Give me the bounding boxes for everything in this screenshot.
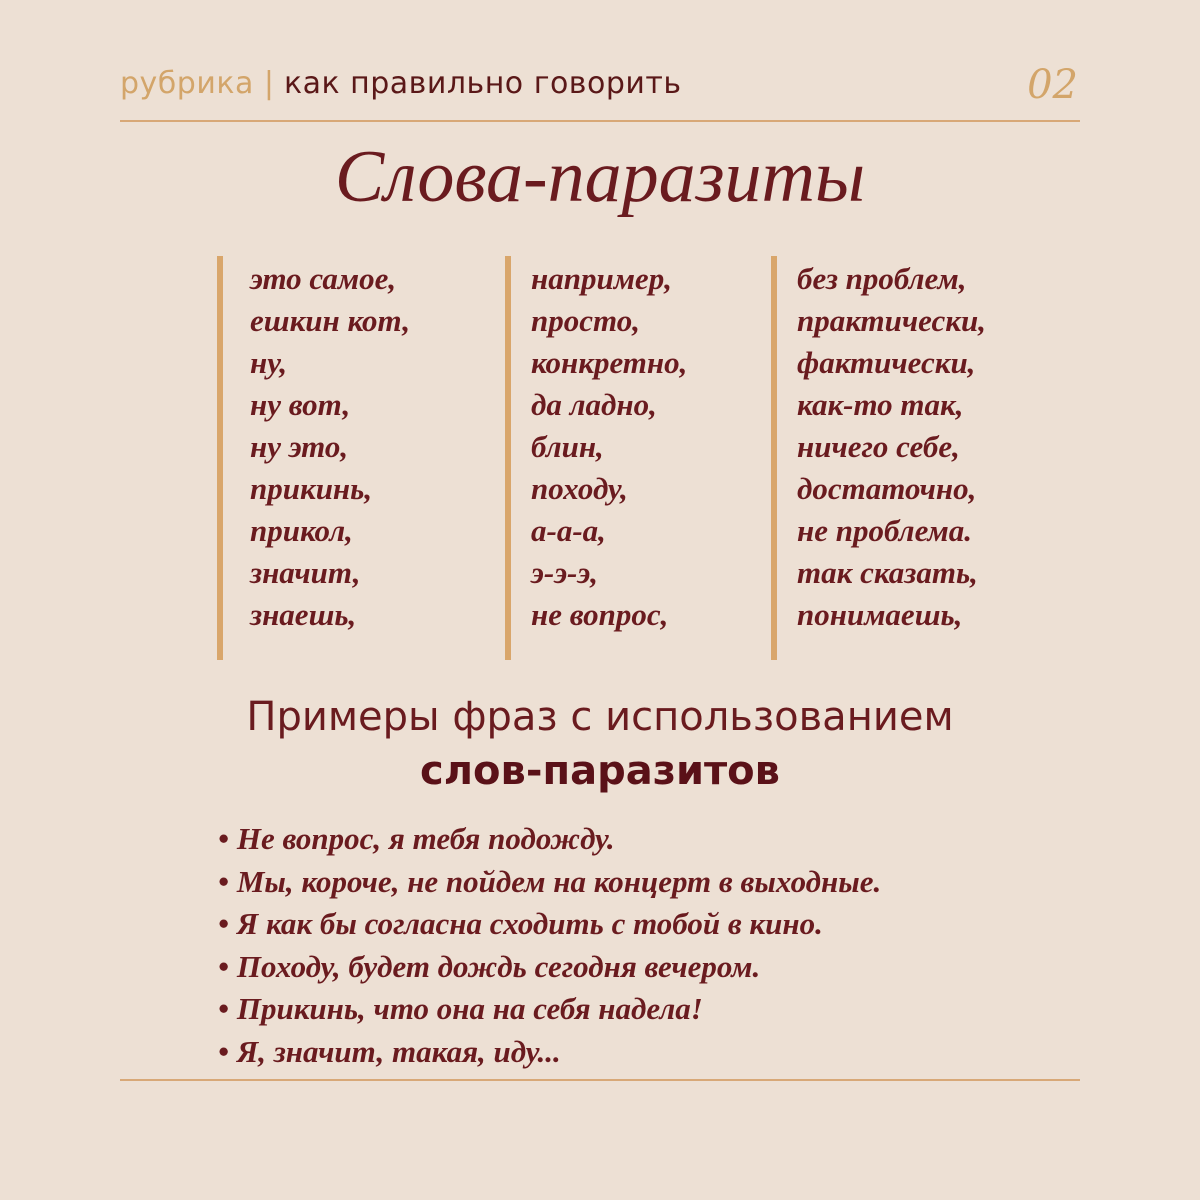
page-title: Слова-паразиты: [334, 136, 866, 218]
list-item: [218, 988, 881, 1031]
examples-heading: Примеры фраз с использованием: [246, 694, 954, 740]
word-item: так сказать,: [797, 555, 978, 590]
word-item: а-а-а,: [531, 513, 606, 548]
word-item: прикинь,: [250, 471, 373, 506]
examples-heading-bold: слов-паразитов: [420, 748, 780, 794]
example-phrases-list: [218, 818, 881, 1073]
bottom-divider: [120, 1079, 1080, 1081]
rubric-label: рубрика: [120, 65, 254, 101]
phrase-text: Прикинь, что она на себя надела!: [236, 991, 703, 1026]
word-item: например,: [531, 261, 672, 296]
word-item: как-то так,: [797, 387, 964, 422]
top-divider: [120, 120, 1080, 122]
phrase-text: Мы, короче, не пойдем на концерт в выходные.: [236, 863, 882, 899]
word-column-3: [771, 256, 986, 660]
word-item: понимаешь,: [797, 597, 963, 632]
word-item: э-э-э,: [531, 555, 598, 590]
bullet-icon: •: [218, 863, 229, 899]
bullet-icon: •: [218, 991, 229, 1026]
word-item: ешкин кот,: [250, 303, 411, 338]
header: [120, 58, 1080, 108]
word-item: без проблем,: [797, 261, 967, 296]
list-item: [218, 1031, 881, 1074]
word-item: ну вот,: [250, 387, 351, 422]
bullet-icon: •: [218, 821, 229, 856]
list-item: [218, 818, 881, 861]
rubric-topic: как правильно говорить: [283, 65, 682, 101]
word-item: это самое,: [250, 261, 397, 296]
phrase-text: Походу, будет дождь сегодня вечером.: [236, 948, 761, 984]
word-item: не вопрос,: [531, 597, 669, 632]
word-item: ну это,: [250, 429, 349, 464]
word-item: ну,: [250, 345, 288, 380]
word-item: блин,: [531, 429, 604, 464]
word-item: ничего себе,: [797, 429, 960, 464]
word-item: достаточно,: [797, 471, 977, 506]
list-item: [218, 903, 881, 946]
word-column-1: [217, 256, 410, 660]
bullet-icon: •: [218, 906, 229, 941]
list-item: [218, 861, 881, 904]
word-item: не проблема.: [797, 513, 973, 548]
page-number: 02: [1027, 62, 1078, 108]
phrase-text: Не вопрос, я тебя подожду.: [236, 821, 615, 856]
header-separator: |: [263, 65, 274, 101]
bullet-icon: •: [218, 1033, 229, 1069]
word-item: прикол,: [250, 513, 353, 548]
phrase-text: Я как бы согласна сходить с тобой в кино.: [236, 906, 823, 941]
word-item: просто,: [531, 303, 640, 338]
word-item: походу,: [531, 471, 628, 506]
word-item: да ладно,: [531, 387, 657, 422]
bullet-icon: •: [218, 948, 229, 984]
word-item: знаешь,: [250, 597, 357, 632]
word-item: практически,: [797, 303, 986, 338]
word-item: конкретно,: [531, 345, 688, 380]
phrase-text: Я, значит, такая, иду...: [236, 1033, 561, 1069]
list-item: [218, 946, 881, 989]
word-item: значит,: [250, 555, 361, 590]
word-item: фактически,: [797, 345, 976, 380]
word-column-2: [505, 256, 687, 660]
